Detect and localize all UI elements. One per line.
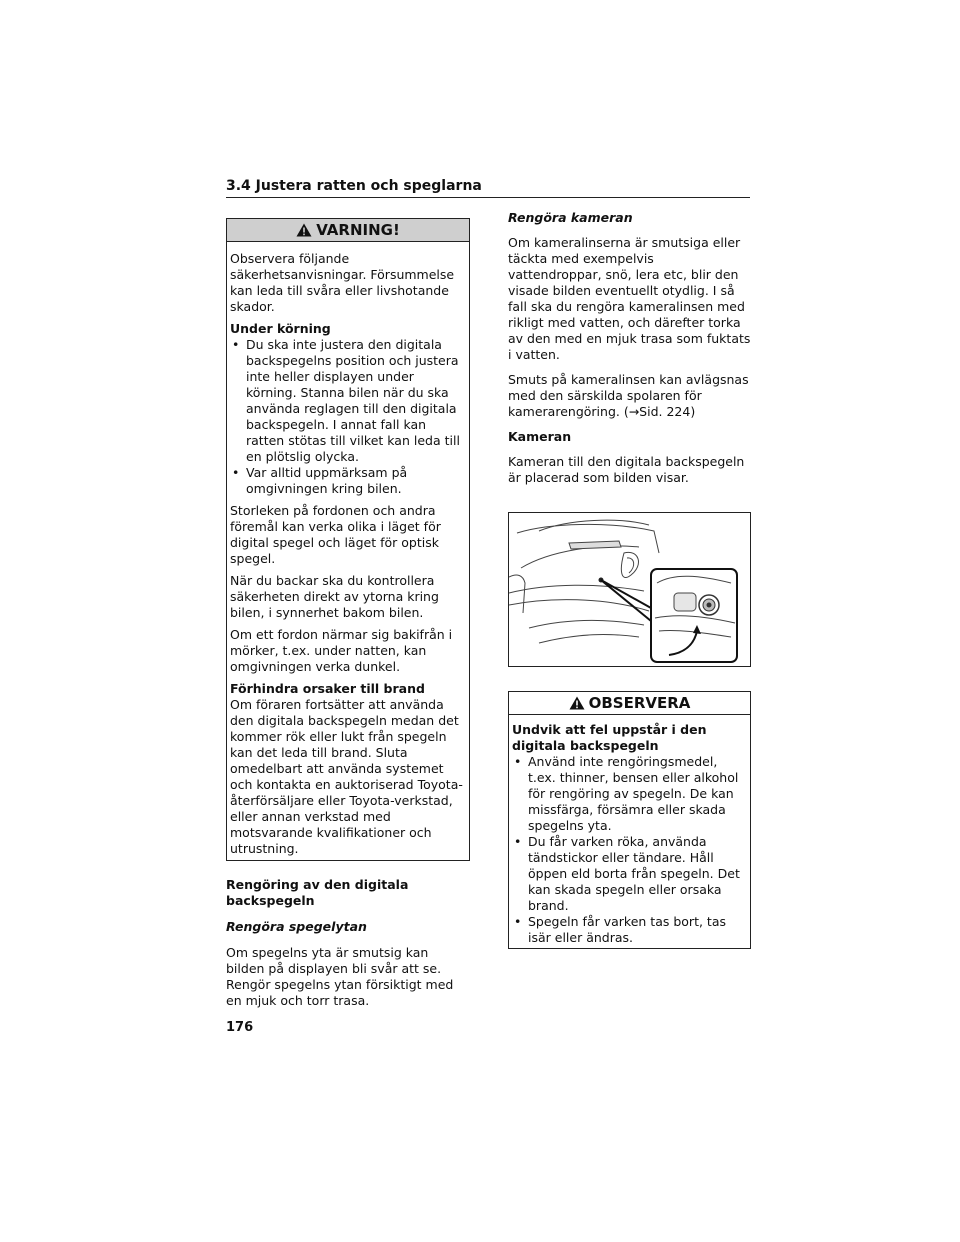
list-item: • Använd inte rengöringsmedel, t.ex. thinner, bensen eller alkohol för rengöring av spegeln. De kan missfärga, försämra eller skada spegelns yta. xyxy=(512,754,747,834)
paragraph-size: Storleken på fordonen och andra föremål kan verka olika i läget för digital spegel och läget för optisk spegel. xyxy=(230,503,441,566)
left-column xyxy=(226,218,470,1015)
notice-body xyxy=(509,715,750,948)
section-header: 3.4 Justera ratten och speglarna xyxy=(226,178,750,198)
paragraph-fire: Om föraren fortsätter att använda den digitala backspegeln medan det kommer rök eller lukt från spegeln kan det leda till brand. Sluta omedelbart att använda systemet och kontakta en auktoriserad Toyota-återförsäljare eller Toyota-verkstad, eller annan verkstad med motsvarande kvalifikationer och utrustning. xyxy=(230,697,463,856)
warning-title: VARNING! xyxy=(316,221,400,239)
right-column xyxy=(508,210,751,949)
notice-title: OBSERVERA xyxy=(588,694,691,712)
notice-bullets xyxy=(512,754,747,946)
camera-text: Om kameralinserna är smutsiga eller täckta med exempelvis vattendroppar, snö, lera etc, blir den visade bilden eventuellt otydlig. I så fall ska du rengöra kameralinsen med rikligt med vatten, och därefter torka av den med en mjuk trasa som fuktats i vatten. xyxy=(508,235,751,362)
fire-heading: Förhindra orsaker till brand xyxy=(230,681,425,696)
warning-header xyxy=(227,219,469,242)
mirror-text: Om spegelns yta är smutsig kan bilden på displayen bli svår att se. Rengör spegelns ytan försiktigt med en mjuk och torr trasa. xyxy=(226,945,454,1008)
camera-location-figure xyxy=(508,512,751,667)
mirror-subheading: Rengöra spegelytan xyxy=(226,919,367,934)
paragraph-dark: Om ett fordon närmar sig bakifrån i mörker, t.ex. under natten, kan omgivningen verka dunkel. xyxy=(230,627,453,674)
camera-heading: Kameran xyxy=(508,429,572,444)
warning-triangle-icon xyxy=(569,696,585,710)
list-item: • Du ska inte justera den digitala backspegelns position och justera inte heller displayen under körning. Stanna bilen när du ska använda reglagen till den digitala backspegeln. I annat fall kan ratten stötas till vilket kan leda till en plötslig olycka. xyxy=(230,337,466,465)
driving-heading: Under körning xyxy=(230,321,331,336)
list-item: • Du får varken röka, använda tändstickor eller tändare. Håll öppen eld borta från spegeln. Det kan skada spegeln eller orsaka brand. xyxy=(512,834,747,914)
warning-body xyxy=(227,242,469,860)
notice-box xyxy=(508,691,751,949)
washer-text: Smuts på kameralinsen kan avlägsnas med den särskilda spolaren för kamerarengöring. (→Sid. 224) xyxy=(508,372,749,419)
cleaning-heading: Rengöring av den digitala backspegeln xyxy=(226,877,409,908)
notice-header xyxy=(509,692,750,715)
warning-intro: Observera följande säkerhetsanvisningar. Försummelse kan leda till svåra eller livshotande skador. xyxy=(230,251,455,314)
driving-bullets xyxy=(230,337,466,497)
warning-box xyxy=(226,218,470,861)
notice-heading: Undvik att fel uppstår i den digitala backspegeln xyxy=(512,722,707,753)
list-item: • Spegeln får varken tas bort, tas isär eller ändras. xyxy=(512,914,747,946)
car-rear-illustration xyxy=(509,513,750,666)
page-number: 176 xyxy=(226,1020,254,1035)
camera-location: Kameran till den digitala backspegeln är placerad som bilden visar. xyxy=(508,454,745,485)
list-item: • Var alltid uppmärksam på omgivningen kring bilen. xyxy=(230,465,466,497)
camera-subheading: Rengöra kameran xyxy=(508,210,633,225)
paragraph-reverse: När du backar ska du kontrollera säkerheten direkt av ytorna kring bilen, i synnerhet bakom bilen. xyxy=(230,573,439,620)
warning-triangle-icon xyxy=(296,223,312,237)
